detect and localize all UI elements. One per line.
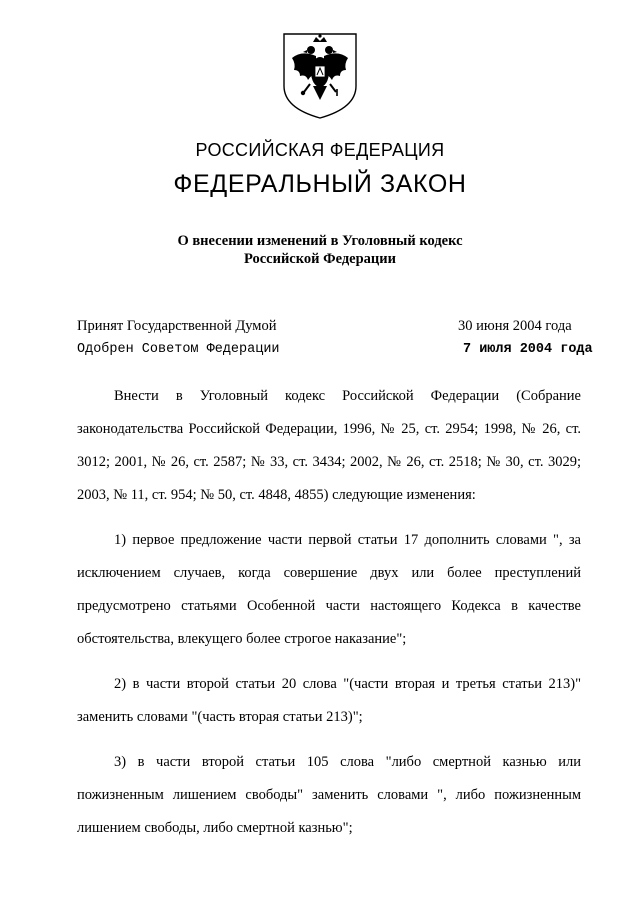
country-title: РОССИЙСКАЯ ФЕДЕРАЦИЯ	[195, 140, 445, 160]
document-type: ФЕДЕРАЛЬНЫЙ ЗАКОН	[173, 170, 467, 198]
duma-adoption-date: 30 июня 2004 года	[458, 318, 572, 334]
law-subject-line: О внесении изменений в Уголовный кодекс	[177, 233, 463, 249]
council-approval-label: Одобрен Советом Федерации	[77, 342, 280, 357]
coat-of-arms-icon	[280, 28, 360, 120]
amendment-item-1: 1) первое предложение части первой статьи 17 дополнить словами ", за исключением случаев, когда совершение двух или более преступлений предусмотрено статьями Особенной части настоящего Кодекса в качестве обстоятельства, влекущего более строгое наказание";	[77, 532, 581, 647]
intro-paragraph: Внести в Уголовный кодекс Российской Федерации (Собрание законодательства Российской Федерации, 1996, № 25, ст. 2954; 1998, № 26, ст. 3012; 2001, № 26, ст. 2587; № 33, ст. 3434; 2002, № 26, ст. 2518; № 30, ст. 3029; 2003, № 11, ст. 954; № 50, ст. 4848, 4855) следующие изменения:	[77, 388, 581, 503]
law-body	[77, 380, 581, 857]
council-approval-date: 7 июля 2004 года	[463, 342, 593, 357]
law-subject-line: Российской Федерации	[243, 251, 396, 267]
amendment-item-2: 2) в части второй статьи 20 слова "(части вторая и третья статьи 213)" заменить словами "(часть вторая статьи 213)";	[77, 676, 581, 725]
law-subject	[0, 232, 640, 268]
duma-adoption-label: Принят Государственной Думой	[77, 318, 277, 334]
amendment-item-3: 3) в части второй статьи 105 слова "либо смертной казнью или пожизненным лишением свободы" заменить словами ", либо пожизненным лишением свободы, либо смертной казнью";	[77, 754, 581, 836]
